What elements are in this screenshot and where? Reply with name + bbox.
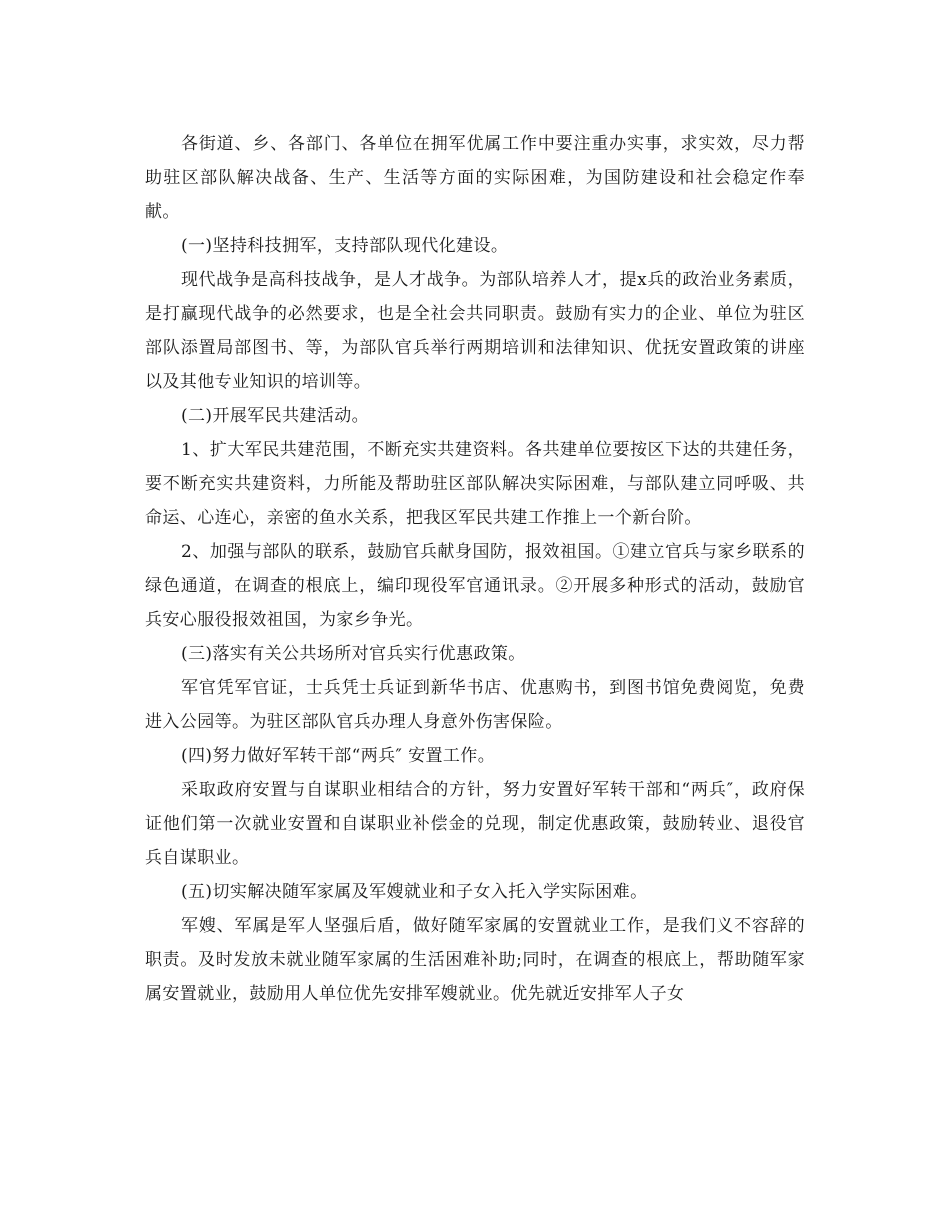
paragraph-section-2-item-2: 2、加强与部队的联系，鼓励官兵献身国防，报效祖国。①建立官兵与家乡联系的绿色通道，在调查的根底上，编印现役军官通讯录。②开展多种形式的活动，鼓励官兵安心服役报效祖国，为家乡争光。 (145, 542, 805, 630)
paragraph-section-1: 现代战争是高科技战争，是人才战争。为部队培养人才，提x兵的政治业务素质，是打赢现代战争的必然要求，也是全社会共同职责。鼓励有实力的企业、单位为驻区部队添置局部图书、等，为部队官兵举行两期培训和法律知识、优抚安置政策的讲座以及其他专业知识的培训等。 (145, 270, 805, 392)
section-heading-2: (二)开展军民共建活动。 (181, 406, 370, 426)
paragraph-section-5: 军嫂、军属是军人坚强后盾，做好随军家属的安置就业工作，是我们义不容辞的职责。及时发放未就业随军家属的生活困难补助;同时，在调查的根底上，帮助随军家属安置就业，鼓励用人单位优先安排军嫂就业。优先就近安排军人子女 (145, 916, 805, 1004)
document-page (145, 127, 805, 1011)
paragraph-intro: 各街道、乡、各部门、各单位在拥军优属工作中要注重办实事，求实效，尽力帮助驻区部队解决战备、生产、生活等方面的实际困难，为国防建设和社会稳定作奉献。 (145, 134, 805, 222)
paragraph-section-2-item-1: 1、扩大军民共建范围，不断充实共建资料。各共建单位要按区下达的共建任务，要不断充实共建资料，力所能及帮助驻区部队解决实际困难，与部队建立同呼吸、共命运、心连心，亲密的鱼水关系，把我区军民共建工作推上一个新台阶。 (145, 440, 805, 528)
section-heading-5: (五)切实解决随军家属及军嫂就业和子女入托入学实际困难。 (181, 882, 648, 902)
paragraph-section-4: 采取政府安置与自谋职业相结合的方针，努力安置好军转干部和“两兵″，政府保证他们第一次就业安置和自谋职业补偿金的兑现，制定优惠政策，鼓励转业、退役官兵自谋职业。 (145, 780, 805, 868)
paragraph-section-3: 军官凭军官证，士兵凭士兵证到新华书店、优惠购书，到图书馆免费阅览，免费进入公园等。为驻区部队官兵办理人身意外伤害保险。 (145, 678, 805, 732)
section-heading-4: (四)努力做好军转干部“两兵″ 安置工作。 (181, 746, 496, 766)
section-heading-3: (三)落实有关公共场所对官兵实行优惠政策。 (181, 644, 526, 664)
section-heading-1: (一)坚持科技拥军，支持部队现代化建设。 (181, 236, 509, 256)
